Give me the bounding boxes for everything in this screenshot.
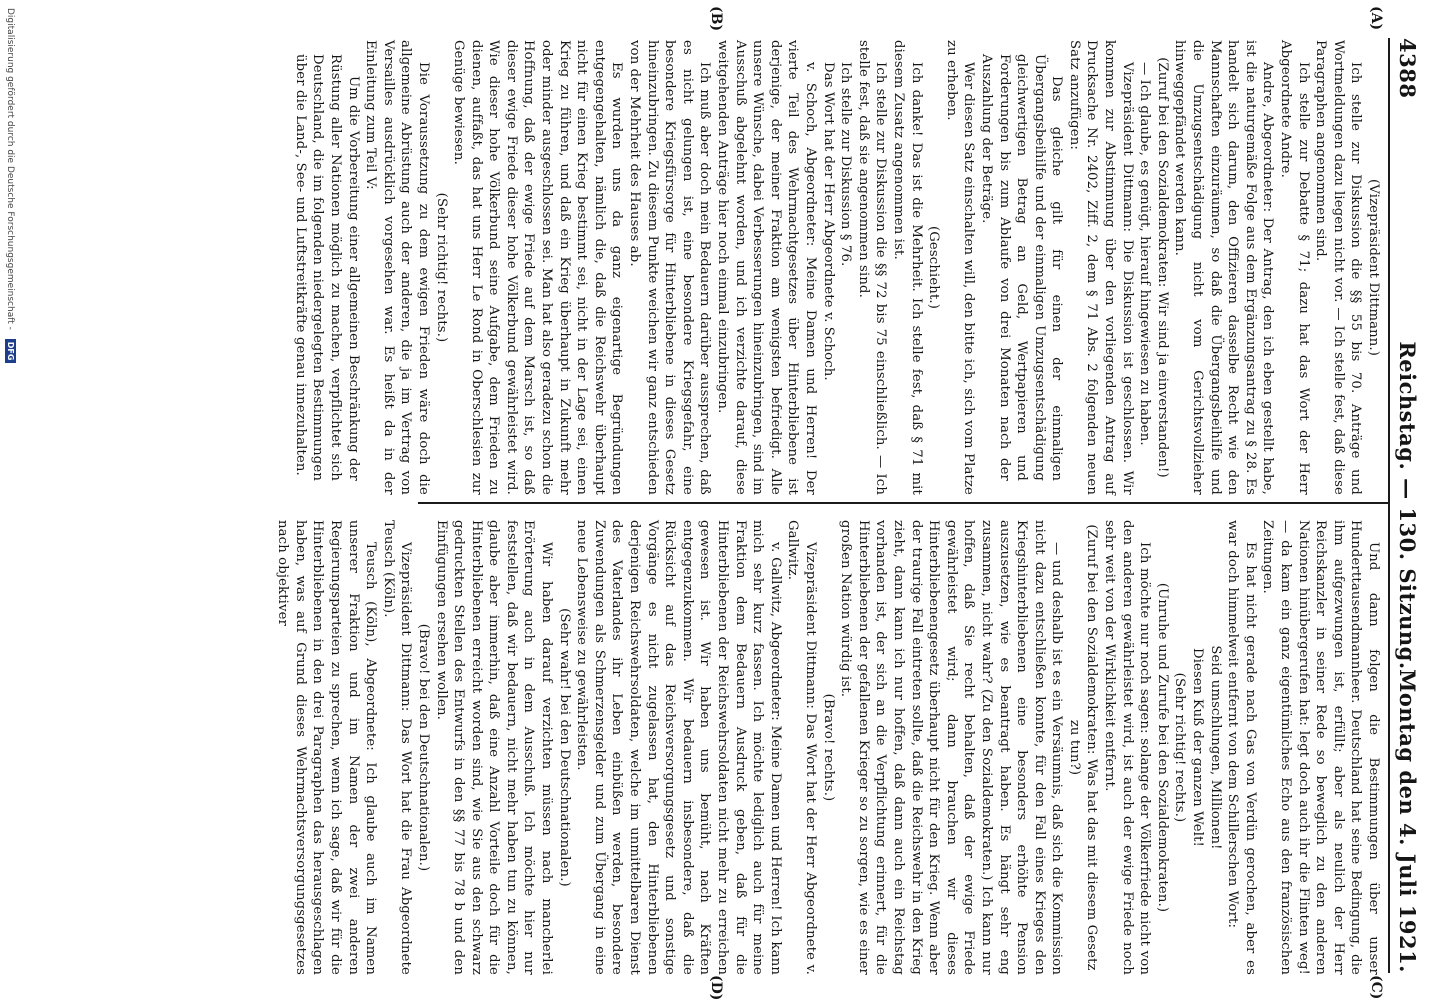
header-rule [1388,38,1390,973]
interjection: (Unruhe und Zurufe bei den Sozialdemokraten.) [1154,582,1170,913]
column-divider [418,502,1388,504]
paragraph: Wir haben darauf verzichten müssen nach mancherlei Erörterung auch in dem Ausschuß. Ich möchte hier nur feststellen, daß wir bedauern, nicht mehr haben tun zu können, glaube aber immerhin, daß eine Anzahl Vorteile doch für die Hinterbliebenen erreicht worden sind, wie Sie aus den schwarz gedruckten Stellen des Entwurfs in den §§ 77 bis 78 b und den Einfügungen ersehen wollen. [433,520,555,975]
speaker-continued: (Vizepräsident Dittmann.) [1366,178,1381,357]
page-header [1392,38,1422,973]
speech-vizepraesident: Vizepräsident Dittmann: Das Wort hat die Frau Abgeordnete Teusch (Köln). [380,520,414,975]
right-column [274,520,1382,975]
paragraph: Das Wort hat der Herr Abgeordnete v. Schoch. [820,62,836,381]
margin-marker-c: (C) [1368,975,1384,1000]
page-number: 4388 [1395,38,1420,99]
paragraph: Wer diesen Satz einschalten will, den bitte ich, sich vom Platze zu erheben. [943,40,977,495]
speech-andre: Andre, Abgeordneter: Der Antrag, den ich eben gestellt habe, ist die naturgemäße Folge aus dem Ergänzungsantrag zu § 28. Es handelt sich darum, den Offizieren dasselbe Recht wie den Mannschaften einzuräumen, so daß die Übergangsbeihilfe und die Umzugsentschädigung nicht vom Gerichtsvollzieher hinweggepfändet werden kann. [1172,40,1276,495]
paragraph: Und dann folgen die Bestimmungen über unser Hunderttausendmannheer. Deutschland hat seine Bedingung, die ihm aufgezwungen ist, erfüllt; aber als neulich der Herr Reichskanzler in seiner Rede so beweglich zu den anderen Nationen hinübergerufen hat: legt doch auch ihr die Flinten weg! — da kam ein ganz eigentümliches Echo aus den französischen Zeitungen. [1260,520,1381,975]
stage-note: (Geschieht.) [926,225,942,310]
interjection: (Sehr richtig! rechts.) [1172,672,1188,823]
interjection: (Bravo! rechts.) [820,693,836,802]
margin-marker-d: (D) [708,975,724,1001]
paragraph: Ich stelle zur Debatte § 71; dazu hat das Wort der Herr Abgeordnete Andre. [1278,40,1311,495]
speech-gallwitz: v. Gallwitz, Abgeordneter: Meine Damen und Herren! Ich kann mich sehr kurz fassen. Ich möchte lediglich auch für meine Fraktion dem Bedauern Ausdruck geben, daß für die Hinterbliebenen der Reichswehrsoldaten nicht mehr zu erreichen gewesen ist. Wir haben uns bemüht, nach Kräften entgegenzukommen. Wir bedauern insbesondere, daß die Rücksicht auf das Reichsversorgungsgesetz und sonstige Vorgänge es nicht zugelassen hat, den Hinterbliebenen derjenigen Reichswehrsoldaten, welche im unmittelbaren Dienst des Vaterlandes ihr Leben einbüßen werden, besondere Zuwendungen als Schmerzensgelder und zum Übergang in eine neue Lebensweise zu gewährleisten. [574,520,783,975]
speech-vizepraesident: Vizepräsident Dittmann: Die Diskussion ist geschlossen. Wir kommen zur Abstimmung über den vorliegenden Antrag auf Drucksache Nr. 2402, Ziff. 2, dem § 71 Abs. 2 folgenden neuen Satz anzufügen: [1066,40,1135,495]
session-title: Reichstag. — 130. Sitzung. [1395,341,1420,670]
margin-marker-a: (A) [1368,6,1384,31]
quoted-amendment: Das gleiche gilt für einen der einmaligen Übergangsbeihilfe und der einmaligen Umzugsentschädigung gleichwertigen Betrag an Geld, Wertpapieren und Forderungen bis zum Ablaufe von drei Monaten nach der Auszahlung der Beträge. [978,54,1065,481]
interjection: (Sehr wahr! bei den Deutschnationalen.) [556,608,572,887]
paragraph: Die Voraussetzung zu dem ewigen Frieden wäre doch die allgemeine Abrüstung auch der anderen, die ja im Vertrag von Versailles ausdrücklich vorgesehen war. Es heißt da in der Einleitung zum Teil V: [363,40,431,495]
paragraph: Es wurden uns da ganz eigenartige Begründungen entgegengehalten, nämlich die, daß die Reichswehr überhaupt nicht für einen Krieg bestimmt sei, nicht in der Lage sei, einen Krieg zu führen, und daß ein Krieg überhaupt in Zukunft mehr oder minder ausgeschlossen sei. Man hat also geradezu schon die Hoffnung, daß der ewige Friede auf dem Marsch ist, so daß dieser ewige Friede dieser hohe Völkerbund gewährleistet wird. Wie dieser hohe Völkerbund seine Aufgabe, dem Frieden zu dienen, auffaßt, das hat uns Herr Le Rond in Oberschlesien zur Genüge bewiesen. [451,40,625,495]
paragraph: — und deshalb ist es ein Versäumnis, daß sich die Kommission nicht dazu entschließen konnte, für den Fall eines Krieges den Kriegshinterbliebenen eine besonders erhöhte Pension auszusetzen, wie es beantragt haben. Es hängt sehr eng zusammen, nicht wahr? (Zu den Sozialdemokraten.) Ich kann nur hoffen, daß Sie recht behalten, daß der ewige Friede gewährleistet wird; dann brauchen wir dieses Hinterbliebenengesetz überhaupt nicht für den Krieg. Wenn aber der traurige Fall eintreten sollte, daß die Reichswehr in den Krieg zieht, dann kann ich nur hoffen, daß dann auch ein Reichstag vorhanden ist, der sich an die Verpflichtung erinnert, für die Hinterbliebenen der gefallenen Krieger so zu sorgen, wie es einer großen Nation würdig ist. [838,520,1065,975]
digitization-credit [2,0,16,1008]
verse-line: Seid umschlungen, Millionen! [1207,645,1223,850]
paragraph: Ich stelle zur Diskussion die §§ 72 bis 75 einschließlich. — Ich stelle fest, daß sie angenommen sind. [855,40,889,495]
speech-vizepraesident: Vizepräsident Dittmann: Das Wort hat der Herr Abgeordnete v. Gallwitz. [785,520,818,975]
paragraph: Ich danke! Das ist die Mehrheit. Ich stelle fest, daß § 71 mit diesem Zusatz angenommen ist. [890,40,924,495]
speech-teusch: Teusch (Köln), Abgeordnete: Ich glaube auch im Namen unserer Fraktion und im Namen der zwei anderen Regierungsparteien zu sprechen, wenn ich sage, daß wir für die Hinterbliebenen in den drei Paragraphen das herausgeschlagen haben, was auf Grund dieses Wehrmachtsversorgungsgesetzes nach objektiver [275,520,379,975]
paragraph: Ich muß aber doch mein Bedauern darüber aussprechen, daß es nicht gelungen ist, eine besondere Kriegsgefahr, eine besondere Kriegsfürsorge für Hinterbliebene in dieses Gesetz hineinzubringen. Zu diesem Punkte weichen wir ganz entschieden von der Mehrheit des Hauses ab. [627,40,713,495]
session-date: Montag den 4. Juli 1921. [1395,669,1420,973]
interjection: (Sehr richtig! rechts.) [433,192,449,343]
paragraph: Es hat nicht gerade nach Gas von Verdün gerochen, aber es war doch himmelweit entfernt von dem Schillerschen Wort: [1225,520,1258,975]
interjection: (Bravo! bei den Deutschnationalen.) [415,623,431,872]
interjection: (Zuruf bei den Sozialdemokraten: Was hat das mit diesem Gesetz zu tun?) [1066,524,1100,971]
interjection: (Zuruf bei den Sozialdemokraten: Wir sind ja einverstanden!) [1154,57,1170,478]
paragraph: Ich stelle zur Diskussion die §§ 55 bis 70. Anträge und Wortmeldungen dazu liegen nicht vor. — Ich stelle fest, daß diese Paragraphen angenommen sind. [1313,40,1364,495]
left-column [291,40,1382,495]
paragraph: Ich stelle zur Diskussion § 76. [838,62,854,267]
verse-line: Diesen Kuß der ganzen Welt! [1190,647,1206,848]
paragraph: Ich möchte nur noch sagen: solange der Völkerfriede nicht von den anderen gewährleistet wird, ist auch der ewige Friede noch sehr weit von der Wirklichkeit entfernt. [1102,520,1153,975]
paragraph: — Ich glaube, es genügt, hierauf hingewiesen zu haben. [1137,62,1153,446]
credit-text: Digitalisierung gefördert durch die Deutsche Forschungsgemeinschaft - [5,8,15,330]
dfg-logo: DFG [5,339,16,364]
margin-marker-b: (B) [708,6,724,32]
speech-schoch: v. Schoch, Abgeordneter: Meine Damen und Herren! Der vierte Teil des Wehrmachtgesetzes über Hinterbliebene ist derjenige, der meiner Fraktion am wenigsten befriedigt. Alle unsere Wünsche, dabei Verbesserungen hineinzubringen, sind im Ausschuß abgelehnt worden, und ich verzichte darauf, diese weitgehenden Anträge hier noch einmal einzubringen. [715,40,818,495]
quoted-treaty: Um die Vorbereitung einer allgemeinen Beschränkung der Rüstung aller Nationen möglich zu machen, verpflichtet sich Deutschland, die im folgenden niedergelegten Bestimmungen über die Land-, See- und Luftstreitkräfte genau innezuhalten. [292,54,361,481]
